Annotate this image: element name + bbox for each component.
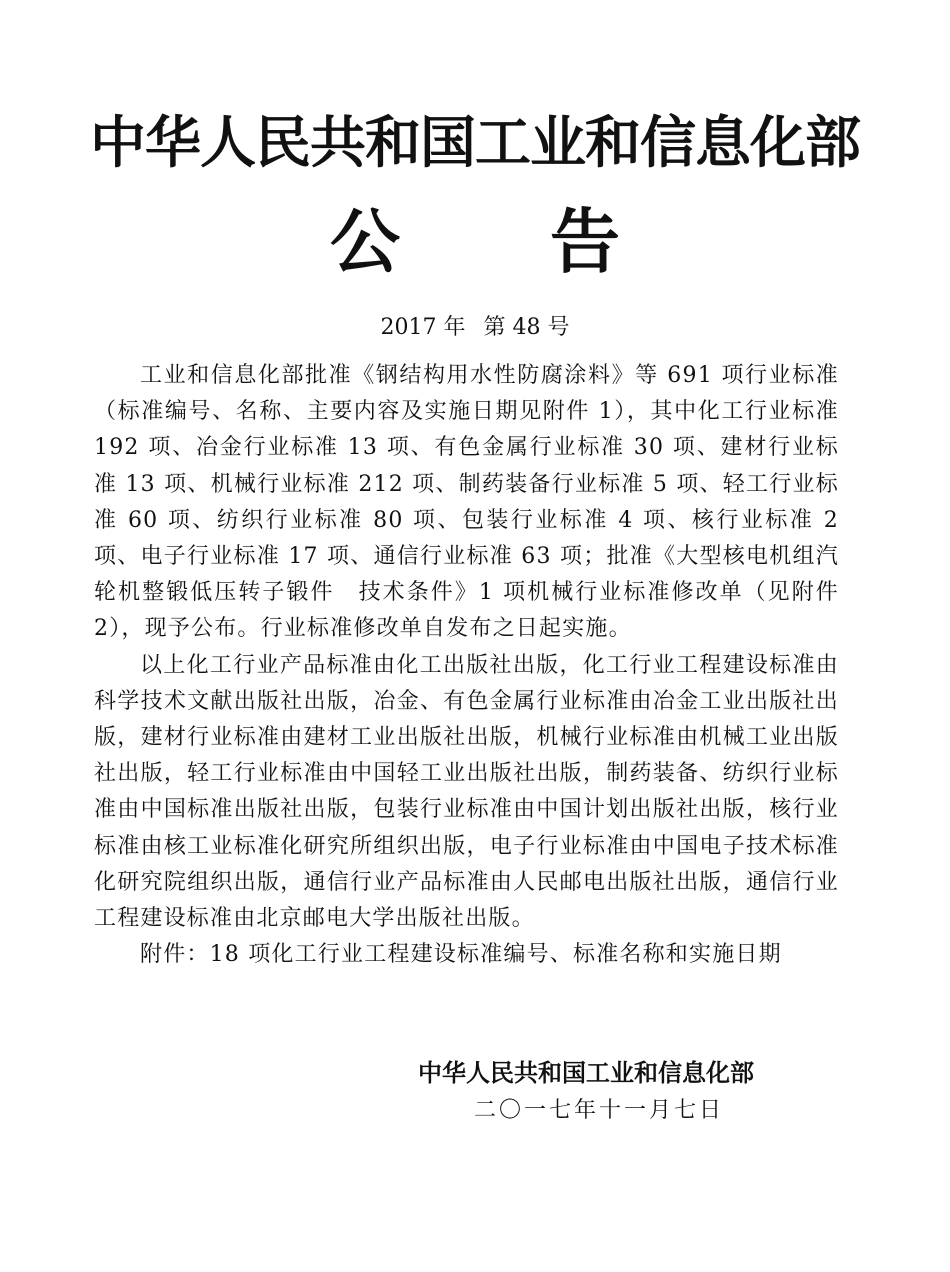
notice-body — [94, 358, 839, 973]
signature-authority: 中华人民共和国工业和信息化部 — [418, 1059, 754, 1087]
notice-title-char-1: 公 — [330, 201, 400, 283]
document-year: 2017 年 — [380, 315, 466, 340]
notice-title — [0, 200, 950, 284]
body-paragraph-2: 以上化工行业产品标准由化工出版社出版，化工行业工程建设标准由科学技术文献出版社出版，冶金、有色金属行业标准由冶金工业出版社出版，建材行业标准由建材工业出版社出版，机械行业标准由机械工业出版社出版，轻工行业标准由中国轻工业出版社出版，制药装备、纺织行业标准由中国标准出版社出版，包装行业标准由中国计划出版社出版，核行业标准由核工业标准化研究所组织出版，电子行业标准由中国电子技术标准化研究院组织出版，通信行业产品标准由人民邮电出版社出版，通信行业工程建设标准由北京邮电大学出版社出版。 — [94, 652, 839, 932]
document-number — [0, 312, 950, 344]
ministry-title: 中华人民共和国工业和信息化部 — [90, 111, 860, 176]
issue-date: 二〇一七年十一月七日 — [474, 1098, 725, 1123]
notice-title-char-2: 告 — [550, 201, 620, 283]
document-issue-number: 第 48 号 — [483, 315, 570, 340]
body-paragraph-1: 工业和信息化部批准《钢结构用水性防腐涂料》等 691 项行业标准（标准编号、名称、主要内容及实施日期见附件 1），其中化工行业标准 192 项、冶金行业标准 13 项、有色金属行业标准 30 项、建材行业标准 13 项、机械行业标准 212 项、制药装备行业标准 5 项、轻工行业标准 60 项、纺织行业标准 80 项、包装行业标准 4 项、核行业标准 2 项、电子行业标准 17 项、通信行业标准 63 项；批准《大型核电机组汽轮机整锻低压转子锻件 技术条件》1 项机械行业标准修改单（见附件 2），现予公布。行业标准修改单自发布之日起实施。 — [94, 363, 839, 642]
attachment-line: 附件：18 项化工行业工程建设标准编号、标准名称和实施日期 — [140, 942, 782, 968]
